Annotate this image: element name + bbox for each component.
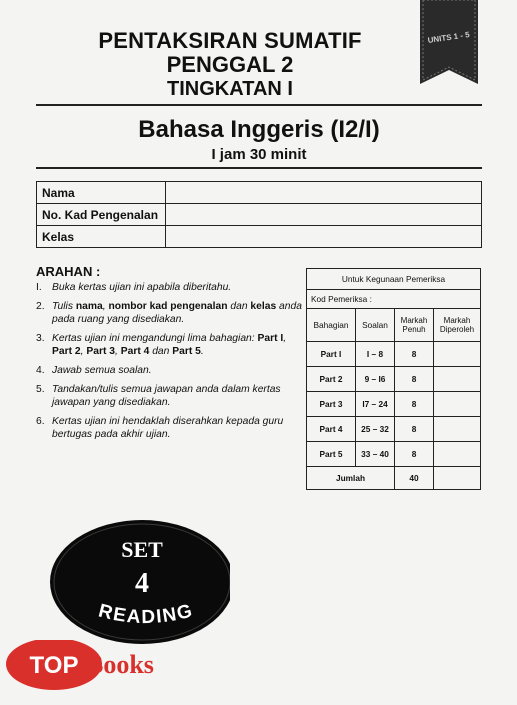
table-row bbox=[307, 392, 481, 417]
units-badge-text: UNITS 1 - 5 bbox=[427, 30, 471, 45]
instruction-fragment: , bbox=[102, 301, 109, 312]
table-row bbox=[307, 290, 481, 309]
term-title: PENGGAL 2 bbox=[166, 52, 294, 77]
table-row bbox=[37, 226, 482, 248]
instruction-item bbox=[36, 415, 306, 441]
instruction-fragment: , bbox=[114, 346, 121, 357]
instruction-fragment: Kertas ujian ini hendaklah diserahkan kepada guru bertugas pada akhir ujian. bbox=[52, 416, 284, 440]
ic-number-label: No. Kad Pengenalan bbox=[37, 204, 166, 226]
examiner-table bbox=[306, 268, 481, 490]
col-header: Bahagian bbox=[307, 309, 356, 342]
obtained-marks-cell[interactable] bbox=[434, 442, 481, 467]
instruction-number: 4. bbox=[36, 365, 45, 376]
examiner-title: Untuk Kegunaan Pemeriksa bbox=[307, 269, 481, 290]
instruction-fragment: anda pada ruang yang disediakan. bbox=[52, 301, 302, 325]
units-badge bbox=[420, 0, 478, 84]
part-cell: Part 4 bbox=[307, 417, 356, 442]
col-header: Markah Penuh bbox=[395, 309, 434, 342]
instruction-text bbox=[52, 415, 306, 441]
part-cell: Part 5 bbox=[307, 442, 356, 467]
header-rule-top bbox=[36, 104, 482, 106]
instruction-number: 5. bbox=[36, 384, 45, 395]
svg-text:READING bbox=[96, 600, 195, 628]
instruction-fragment: Tandakan/tulis semua jawapan anda dalam kertas jawapan yang disediakan. bbox=[52, 384, 281, 408]
part-cell: Part I bbox=[307, 342, 356, 367]
instruction-item bbox=[36, 300, 306, 326]
table-row bbox=[307, 342, 481, 367]
exam-title: PENTAKSIRAN SUMATIF bbox=[98, 28, 362, 53]
name-field[interactable] bbox=[166, 182, 482, 204]
questions-cell: I7 – 24 bbox=[356, 392, 395, 417]
full-marks-cell: 8 bbox=[395, 367, 434, 392]
instruction-fragment: Part 3 bbox=[86, 346, 115, 357]
full-marks-cell: 8 bbox=[395, 392, 434, 417]
duration: I jam 30 minit bbox=[211, 146, 307, 163]
instruction-fragment: Part I bbox=[257, 333, 284, 344]
student-info-table bbox=[36, 181, 482, 248]
obtained-marks-cell[interactable] bbox=[434, 417, 481, 442]
instruction-item bbox=[36, 364, 306, 377]
instruction-fragment: Part 5 bbox=[172, 346, 201, 357]
total-value: 40 bbox=[395, 467, 434, 490]
instruction-fragment: Jawab semua soalan. bbox=[52, 365, 152, 376]
instruction-text bbox=[52, 364, 152, 377]
table-row bbox=[307, 367, 481, 392]
subject-title: Bahasa Inggeris (I2/I) bbox=[138, 116, 380, 143]
obtained-marks-cell[interactable] bbox=[434, 392, 481, 417]
reading-label bbox=[60, 596, 230, 642]
instruction-fragment: . bbox=[200, 346, 204, 357]
obtained-marks-cell[interactable] bbox=[434, 367, 481, 392]
instruction-fragment: dan bbox=[149, 346, 173, 357]
instruction-text bbox=[52, 281, 231, 294]
part-cell: Part 3 bbox=[307, 392, 356, 417]
table-row bbox=[37, 182, 482, 204]
col-header: Soalan bbox=[356, 309, 395, 342]
name-label: Nama bbox=[37, 182, 166, 204]
full-marks-cell: 8 bbox=[395, 417, 434, 442]
table-row bbox=[37, 204, 482, 226]
reading-text: READING bbox=[96, 600, 196, 629]
set-label: SET bbox=[121, 537, 163, 562]
instruction-text bbox=[52, 332, 306, 358]
instruction-text bbox=[52, 300, 306, 326]
instruction-item bbox=[36, 383, 306, 409]
instruction-item bbox=[36, 281, 306, 294]
form-title: TINGKATAN I bbox=[167, 78, 293, 100]
class-field[interactable] bbox=[166, 226, 482, 248]
instruction-fragment: nama bbox=[75, 301, 103, 312]
instructions-title: ARAHAN : bbox=[36, 264, 101, 279]
questions-cell: 25 – 32 bbox=[356, 417, 395, 442]
instruction-fragment: Tulis bbox=[52, 301, 76, 312]
instruction-item bbox=[36, 332, 306, 358]
ic-number-field[interactable] bbox=[166, 204, 482, 226]
col-header: Markah Diperoleh bbox=[434, 309, 481, 342]
questions-cell: 9 – I6 bbox=[356, 367, 395, 392]
examiner-code-label: Kod Pemeriksa : bbox=[307, 290, 481, 309]
instruction-number: 6. bbox=[36, 416, 45, 427]
class-label: Kelas bbox=[37, 226, 166, 248]
table-row bbox=[307, 467, 481, 490]
logo-top-text: TOP bbox=[29, 652, 79, 679]
table-row bbox=[307, 442, 481, 467]
total-label: Jumlah bbox=[307, 467, 395, 490]
total-obtained[interactable] bbox=[434, 467, 481, 490]
instructions-list bbox=[36, 281, 306, 447]
instruction-fragment: nombor kad pengenalan bbox=[108, 301, 228, 312]
table-row bbox=[307, 269, 481, 290]
instruction-fragment: Part 2 bbox=[52, 346, 81, 357]
full-marks-cell: 8 bbox=[395, 342, 434, 367]
instruction-fragment: Buka kertas ujian ini apabila diberitahu. bbox=[52, 282, 232, 293]
instruction-number: 3. bbox=[36, 333, 45, 344]
table-row bbox=[307, 417, 481, 442]
instruction-number: 2. bbox=[36, 301, 45, 312]
questions-cell: I – 8 bbox=[356, 342, 395, 367]
instruction-text bbox=[52, 383, 306, 409]
table-row bbox=[307, 309, 481, 342]
header-rule-bottom bbox=[36, 167, 482, 169]
instruction-fragment: Part 4 bbox=[120, 346, 150, 357]
obtained-marks-cell[interactable] bbox=[434, 342, 481, 367]
full-marks-cell: 8 bbox=[395, 442, 434, 467]
instruction-fragment: , bbox=[80, 346, 87, 357]
instruction-number: I. bbox=[36, 282, 42, 293]
part-cell: Part 2 bbox=[307, 367, 356, 392]
instruction-fragment: kelas bbox=[250, 301, 277, 312]
instruction-fragment: dan bbox=[227, 301, 251, 312]
set-number: 4 bbox=[135, 568, 149, 599]
instruction-fragment: , bbox=[283, 333, 287, 344]
questions-cell: 33 – 40 bbox=[356, 442, 395, 467]
logo-books-text: Books bbox=[86, 650, 154, 679]
instruction-fragment: Kertas ujian ini mengandungi lima bahagian: bbox=[52, 333, 258, 344]
topbooks-logo bbox=[0, 640, 200, 700]
